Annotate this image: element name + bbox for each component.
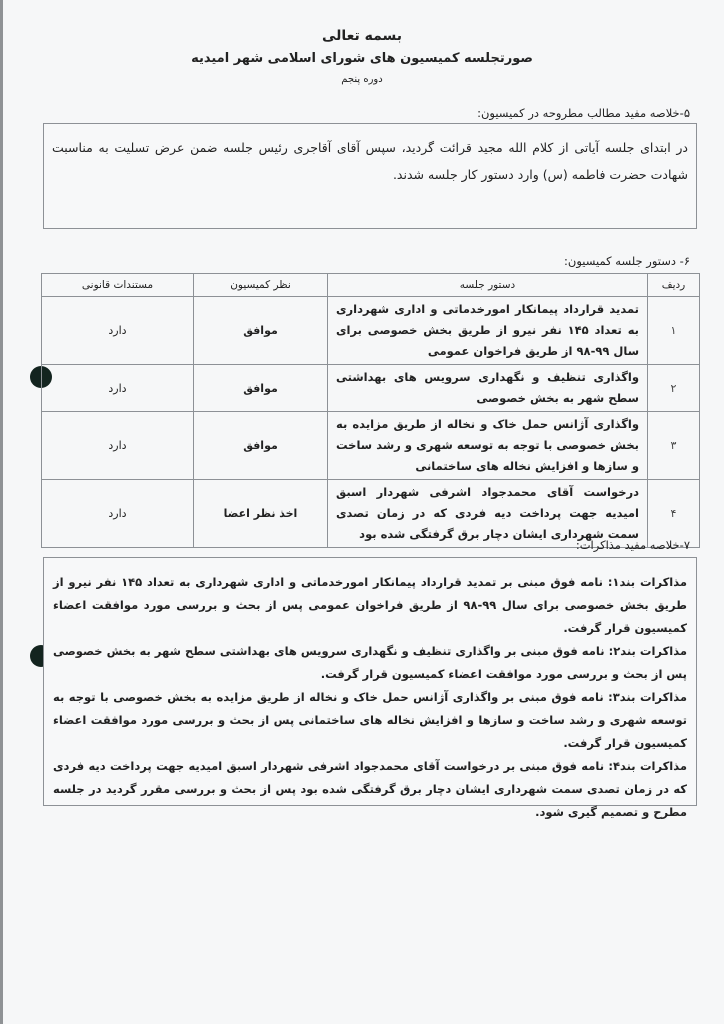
table-row: [42, 297, 700, 365]
row-number: ۴: [648, 480, 700, 548]
section6-label: ۶- دستور جلسه کمیسیون:: [564, 254, 690, 268]
section7-box: [43, 557, 697, 819]
notes-paragraph-1: مذاکرات بند۱: نامه فوق مبنی بر تمدید قرارداد پیمانکار امورخدماتی و اداری شهرداری به تعداد ۱۴۵ نفر نیرو از طریق بخش خصوصی برای سال ۹۹-۹۸ از طریق فراخوان عمومی پس از بحث و بررسی مورد موافقت اعضاء کمیسیون قرار گرفت.: [53, 575, 687, 635]
table-row: [42, 412, 700, 480]
row-legal-docs: دارد: [42, 297, 194, 365]
agenda-header-row: [42, 274, 700, 297]
col-header-commission-view: نظر کمیسیون: [194, 274, 328, 297]
document-header: [0, 26, 724, 88]
row-topic: تمدید قرارداد پیمانکار امورخدماتی و اداری شهرداری به تعداد ۱۴۵ نفر نیرو از طریق بخش خصوصی برای سال ۹۹-۹۸ از طریق فراخوان عمومی: [328, 297, 648, 365]
scan-edge-shadow: [0, 0, 3, 1024]
section7-label: ۷-خلاصه مفید مذاکرات:: [575, 538, 690, 552]
notes-paragraph-3: مذاکرات بند۳: نامه فوق مبنی بر واگذاری آژانس حمل خاک و نخاله از طریق مزایده به بخش خصوصی با توجه به توسعه شهری و رشد ساخت و سازها و افزایش نخاله های ساختمانی پس از بحث و بررسی مورد موافقت اعضاء کمیسیون قرار گرفت.: [53, 690, 687, 750]
row-commission-view: موافق: [194, 297, 328, 365]
col-header-row-number: ردیف: [648, 274, 700, 297]
section7-notes: [44, 558, 696, 824]
header-period: دوره پنجم: [341, 74, 383, 85]
row-commission-view: اخذ نظر اعضا: [194, 480, 328, 548]
section5-text: در ابتدای جلسه آیاتی از کلام الله مجید قرائت گردید، سپس آقای آقاجری رئیس جلسه ضمن عرض تسلیت به مناسبت شهادت حضرت فاطمه (س) وارد دستور کار جلسه شدند.: [52, 140, 688, 182]
table-row: [42, 365, 700, 412]
notes-paragraph-2: مذاکرات بند۲: نامه فوق مبنی بر واگذاری تنظیف و نگهداری سرویس های بهداشتی سطح شهر به بخش خصوصی پس از بحث و بررسی مورد موافقت اعضاء کمیسیون قرار گرفت.: [53, 644, 687, 681]
section5-box: [43, 123, 697, 229]
row-number: ۳: [648, 412, 700, 480]
row-legal-docs: دارد: [42, 365, 194, 412]
row-number: ۱: [648, 297, 700, 365]
agenda-table: [41, 273, 700, 548]
row-commission-view: موافق: [194, 412, 328, 480]
row-commission-view: موافق: [194, 365, 328, 412]
row-topic: درخواست آقای محمدجواد اشرفی شهردار اسبق امیدیه جهت پرداخت دیه فردی که در زمان تصدی سمت شهرداری ایشان دچار برق گرفتگی شده بود: [328, 480, 648, 548]
row-topic: واگذاری تنظیف و نگهداری سرویس های بهداشتی سطح شهر به بخش خصوصی: [328, 365, 648, 412]
row-legal-docs: دارد: [42, 480, 194, 548]
row-topic: واگذاری آژانس حمل خاک و نخاله از طریق مزایده به بخش خصوصی با توجه به توسعه شهری و رشد ساخت و سازها و افزایش نخاله های ساختمانی: [328, 412, 648, 480]
section5-label: ۵-خلاصه مفید مطالب مطروحه در کمیسیون:: [477, 106, 690, 120]
row-legal-docs: دارد: [42, 412, 194, 480]
header-subtitle: صورتجلسه کمیسیون های شورای اسلامی شهر امیدیه: [191, 51, 533, 66]
col-header-agenda: دستور جلسه: [328, 274, 648, 297]
header-title: بسمه تعالی: [321, 28, 403, 44]
col-header-legal-docs: مستندات قانونی: [42, 274, 194, 297]
notes-paragraph-4: مذاکرات بند۴: نامه فوق مبنی بر درخواست آقای محمدجواد اشرفی شهردار اسبق امیدیه جهت پرداخت دیه فردی که در زمان تصدی سمت شهرداری ایشان دچار برق گرفتگی شده بود پس از بحث و بررسی مقرر گردید در جلسه مطرح و تصمیم گیری شود.: [53, 759, 687, 819]
row-number: ۲: [648, 365, 700, 412]
